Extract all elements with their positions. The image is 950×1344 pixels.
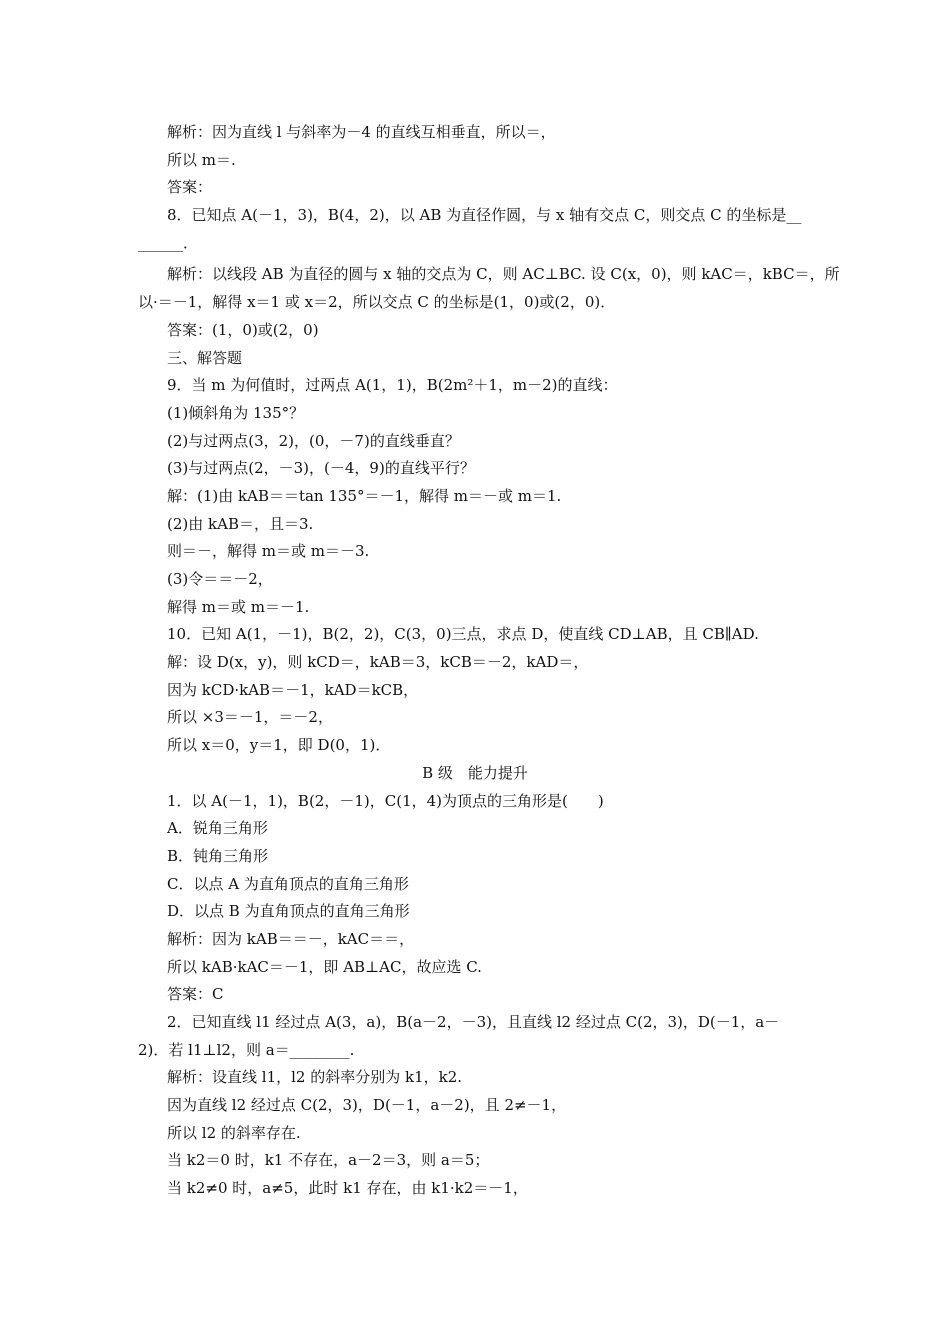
text-line: 2)．若 l1⊥l2，则 a＝________. (138, 1040, 355, 1059)
text-line: 答案： (167, 178, 213, 197)
text-line: 解得 m＝或 m＝－1. (167, 597, 310, 616)
text-line: (2)与过两点(3，2)，(0，－7)的直线垂直？ (167, 431, 460, 450)
text-line: C．以点 A 为直角顶点的直角三角形 (167, 874, 409, 893)
text-line: (1)倾斜角为 135°？ (167, 403, 305, 422)
text-line: 9．当 m 为何值时，过两点 A(1，1)，B(2m²＋1，m－2)的直线： (167, 376, 618, 395)
text-line: 10．已知 A(1，－1)，B(2，2)，C(3，0)三点，求点 D，使直线 CD⊥AB，且 CB∥AD. (167, 625, 759, 644)
text-line: D．以点 B 为直角顶点的直角三角形 (167, 902, 410, 921)
text-line: 解析：因为直线 l 与斜率为－4 的直线互相垂直，所以＝， (167, 123, 556, 141)
text-line: 所以 l2 的斜率存在. (167, 1123, 301, 1142)
text-line: 答案：C (167, 985, 224, 1004)
document-body (0, 119, 950, 1203)
text-line: (3)与过两点(2，－3)，(－4，9)的直线平行？ (167, 459, 475, 478)
text-line: 2．已知直线 l1 经过点 A(3，a)，B(a－2，－3)，且直线 l2 经过点 C(2，3)，D(－1，a－ (167, 1013, 780, 1031)
text-line: 所以 ×3＝－1，＝－2， (167, 708, 333, 727)
text-line: 则＝－，解得 m＝或 m＝－3. (167, 542, 370, 561)
text-line: 因为 kCD·kAB＝－1，kAD＝kCB， (167, 680, 419, 699)
text-line: B．钝角三角形 (167, 846, 269, 865)
text-line: 以·＝－1，解得 x＝1 或 x＝2，所以交点 C 的坐标是(1，0)或(2，0)． (138, 293, 616, 312)
text-line: 当 k2＝0 时，k1 不存在，a－2＝3，则 a＝5； (167, 1151, 490, 1170)
text-line: 因为直线 l2 经过点 C(2，3)，D(－1，a－2)，且 2≠－1， (167, 1096, 567, 1115)
text-line: ______． (138, 233, 199, 252)
text-line: (3)令＝＝－2， (167, 570, 273, 588)
text-line: 所以 m＝. (167, 150, 236, 169)
text-line: 解：设 D(x，y)，则 kCD＝，kAB＝3，kCB＝－2，kAD＝， (167, 653, 589, 672)
text-line: 解析：因为 kAB＝＝－，kAC＝＝， (167, 929, 415, 948)
text-line: 答案：(1，0)或(2，0) (167, 320, 319, 339)
text-line: (2)由 kAB＝，且＝3. (167, 514, 314, 533)
text-line: 所以 kAB·kAC＝－1，即 AB⊥AC，故应选 C. (167, 957, 482, 976)
text-line: 解析：以线段 AB 为直径的圆与 x 轴的交点为 C，则 AC⊥BC. 设 C(x，0)，则 kAC＝，kBC＝，所 (167, 265, 840, 284)
text-line: 解析：设直线 l1，l2 的斜率分别为 k1，k2. (167, 1068, 463, 1087)
text-line: 三、解答题 (167, 348, 243, 367)
text-line: 1．以 A(－1，1)，B(2，－1)，C(1，4)为顶点的三角形是( ) (167, 791, 604, 810)
text-line: 所以 x＝0，y＝1，即 D(0，1)． (167, 736, 391, 755)
text-line: B 级 能力提升 (422, 763, 528, 782)
text-line: 8．已知点 A(－1，3)，B(4，2)，以 AB 为直径作圆，与 x 轴有交点 C，则交点 C 的坐标是__ (167, 206, 802, 225)
text-line: 解：(1)由 kAB＝＝tan 135°＝－1，解得 m＝－或 m＝1. (167, 486, 562, 505)
text-line: A．锐角三角形 (167, 819, 268, 838)
text-line: 当 k2≠0 时，a≠5，此时 k1 存在，由 k1·k2＝－1， (167, 1179, 528, 1198)
